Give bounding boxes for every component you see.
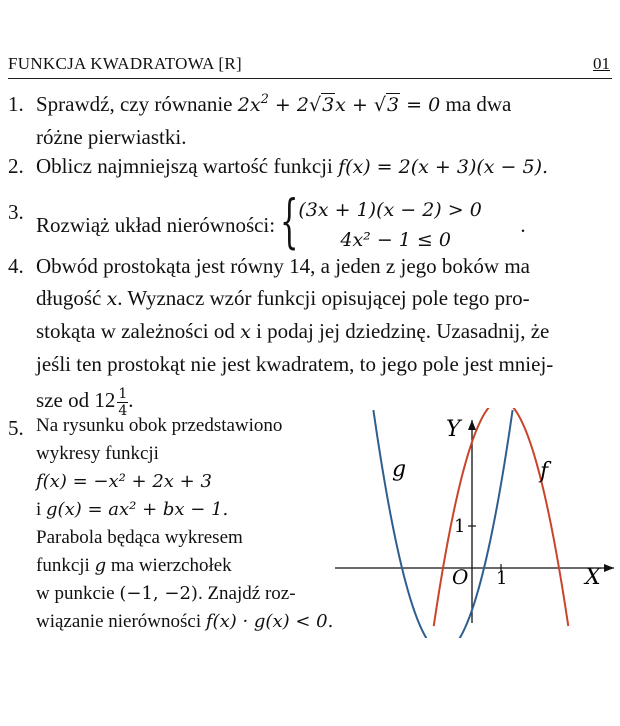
- task-text: Na rysunku obok przedstawiono: [36, 415, 283, 436]
- variable-g: g: [94, 555, 107, 576]
- task-text: i: [36, 499, 47, 520]
- task-text: jeśli ten prostokąt nie jest kwadratem, to jego pole jest mniej-: [36, 352, 554, 376]
- task-text: wiązanie nierówności: [36, 611, 206, 632]
- parabola-g: [373, 410, 512, 638]
- y-tick-label: 1: [454, 516, 466, 537]
- task-text: . Wyznacz wzór funkcji opisującej pole tego pro-: [117, 286, 530, 310]
- page-number: 01: [593, 54, 610, 73]
- equation: $2x^2 + 2√3x + √3 = 0$: [237, 92, 441, 116]
- function-graph: [330, 408, 620, 638]
- task-text: ma dwa: [440, 92, 512, 116]
- task-number: 3.: [8, 200, 24, 224]
- equation: f(x) = 2(x + 3)(x − 5).: [338, 156, 549, 178]
- function-f: f(x) = −x² + 2x + 3: [36, 471, 212, 492]
- task-text: Parabola będąca wykresem: [36, 527, 243, 548]
- task-text: wykresy funkcji: [36, 443, 159, 464]
- task-text: Sprawdź, czy równanie: [36, 92, 238, 116]
- task-text: długość: [36, 286, 107, 310]
- task-text: ma wierzchołek: [106, 555, 232, 576]
- task-number: 1.: [8, 92, 24, 116]
- period: .: [520, 212, 526, 237]
- axis-label-y: Y: [446, 417, 461, 442]
- function-g: g(x) = ax² + bx − 1.: [46, 499, 229, 520]
- label-g: g: [392, 457, 407, 482]
- task-text: w punkcie: [36, 583, 120, 604]
- task-text: różne pierwiastki.: [36, 125, 187, 149]
- origin-label: O: [452, 565, 469, 589]
- task-number: 5.: [8, 416, 24, 440]
- task-text: sze od 12: [36, 388, 116, 412]
- task-text: stokąta w zależności od: [36, 319, 241, 343]
- x-axis-arrow: [604, 564, 614, 572]
- page-header: [8, 54, 612, 79]
- inequality-row-1: (3x + 1)(x − 2) > 0: [298, 199, 482, 221]
- task-text: funkcji: [36, 555, 95, 576]
- variable-x: x: [240, 321, 251, 343]
- task-text: i podaj jej dziedzinę. Uzasadnij, że: [250, 319, 550, 343]
- section-title: FUNKCJA KWADRATOWA [R]: [8, 54, 242, 73]
- task-text: . Znajdź roz-: [197, 583, 296, 604]
- fraction: $\frac{1}{4}$: [118, 385, 128, 419]
- inequality-row-2: 4x² − 1 ≤ 0: [340, 229, 451, 251]
- task-text: Oblicz najmniejszą wartość funkcji: [36, 154, 339, 178]
- period: .: [128, 388, 134, 412]
- x-tick-label: 1: [496, 568, 508, 589]
- axis-label-x: X: [585, 565, 601, 590]
- inequality-system: { (3x + 1)(x − 2) > 0 4x² − 1 ≤ 0: [280, 187, 482, 255]
- vertex-point: (−1, −2): [119, 583, 198, 604]
- variable-x: x: [106, 288, 118, 310]
- task-number: 4.: [8, 254, 24, 278]
- task-number: 2.: [8, 154, 24, 178]
- y-axis-arrow: [468, 420, 476, 430]
- task-text: Rozwiąż układ nierówności:: [36, 212, 281, 237]
- inequality: f(x) · g(x) < 0.: [205, 611, 334, 632]
- task-text: Obwód prostokąta jest równy 14, a jeden z jego boków ma: [36, 254, 530, 278]
- label-f: f: [540, 459, 549, 484]
